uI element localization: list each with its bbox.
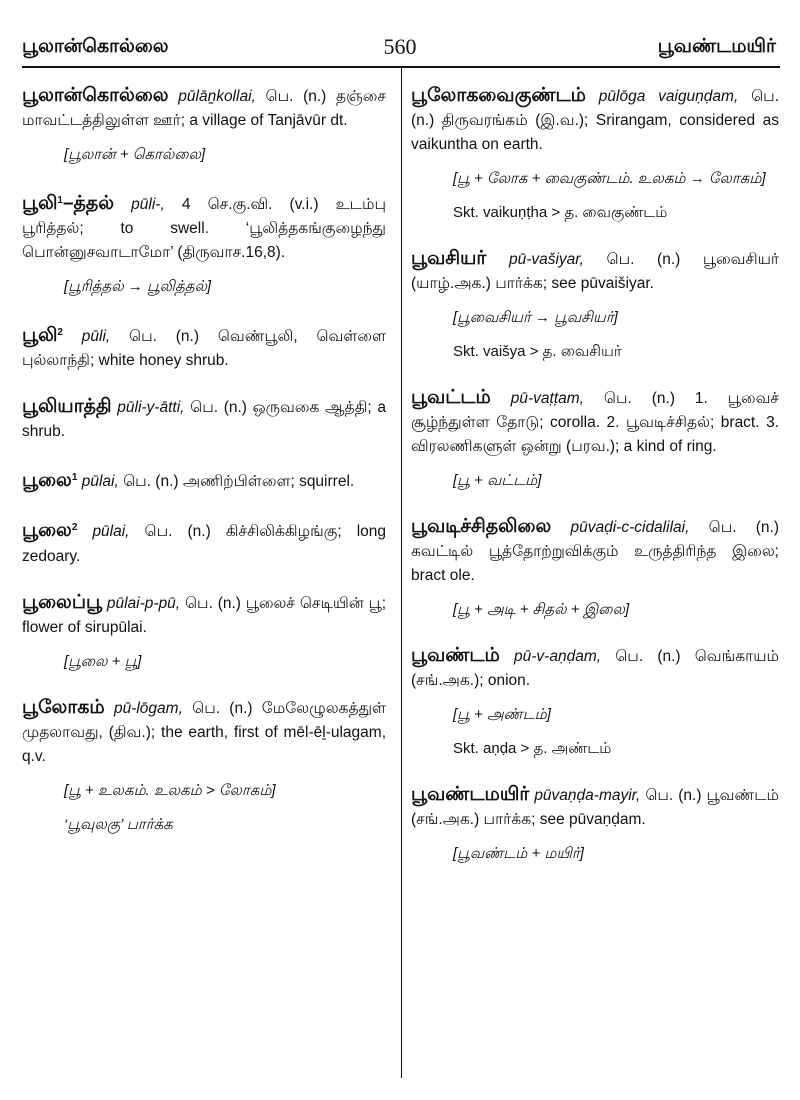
entry-transliteration: pū-vaṭṭam, (510, 390, 584, 407)
entry-definition: பெ. (n.) திருவரங்கம் (இ.வ.); Srirangam, considered as vaikuntha on earth. (411, 88, 779, 153)
entry-transliteration: pūli, (81, 328, 111, 346)
entry-headword: பூலியாத்தி (22, 396, 112, 418)
entry-headword: பூலி (22, 193, 58, 215)
entry-transliteration: pūli-y-ātti, (117, 399, 185, 417)
entry-transliteration: pū-vašiyar, (508, 251, 584, 268)
entry-headword: பூவசியர் (411, 248, 487, 269)
entry-body (22, 696, 386, 769)
entry-body (22, 395, 386, 444)
entry-sanskrit-origin: Skt. vaišya > த. வைசியர் (453, 343, 622, 360)
entry-transliteration: pūlōga vaiguṇḍam, (598, 88, 739, 105)
dictionary-entry (411, 386, 779, 493)
entry-definition: பெ. (n.) பூவண்டம் (சங்.அக.) பார்க்க; see pūvaṇḍam. (411, 787, 779, 828)
entry-headword: பூலி (22, 325, 58, 347)
entry-definition: 4 செ.கு.வி. (v.i.) உடம்பு பூரித்தல்; to swell. ‘பூலித்தகங்குழைந்து பொன்னுசவாடாமோ’ (திருவாச.16,8). (22, 196, 387, 262)
entry-definition: பெ. (n.) தஞ்சை மாவட்டத்திலுள்ள ஊர்; a village of Tanjāvūr dt. (22, 88, 386, 129)
dictionary-entry (22, 591, 386, 674)
entry-definition: பெ. (n.) அணிற்பிள்ளை; squirrel. (123, 473, 355, 491)
entry-transliteration: pūli-, (131, 196, 165, 214)
left-column (22, 84, 386, 859)
dictionary-entry (411, 644, 779, 761)
dictionary-entry (22, 321, 386, 373)
entry-headword: பூவண்டமயிர் (411, 784, 530, 805)
column-divider (401, 68, 402, 1078)
entry-etymology: [பூ + லோக + வைகுண்டம். உலகம் → லோகம்] (453, 170, 766, 187)
entry-transliteration: pūlāṉkollai, (178, 88, 256, 105)
entry-etymology: [பூ + உலகம். உலகம் > லோகம்] (64, 781, 276, 799)
entry-definition: பெ. (n.) பூவைசியர் (யாழ்.அக.) பார்க்க; see pūvaišiyar. (411, 251, 780, 292)
entry-transliteration: pū-v-aṇḍam, (514, 648, 602, 665)
entry-etymology: [பூ + அண்டம்] (453, 706, 551, 723)
entry-headword: பூவடிச்சிதலிலை (411, 516, 552, 537)
entry-headword: பூலைப்பூ (22, 591, 103, 613)
entry-etymology: [பூவண்டம் + மயிர்] (453, 845, 584, 862)
entry-sanskrit-origin: Skt. aṇḍa > த. அண்டம் (453, 740, 612, 757)
entry-etymology: [பூ + வட்டம்] (453, 472, 542, 489)
entry-body (411, 644, 779, 693)
homonym-number: 2 (71, 522, 78, 534)
entry-definition: பெ. (n.) மேலேழுலகத்துள் முதலாவது, (திவ.); the earth, first of mēl-ēḻ-ulagam, q.v. (22, 699, 386, 765)
page-header (0, 0, 800, 66)
dictionary-entry (411, 247, 779, 364)
entry-headword-suffix: –த்தல் (62, 193, 115, 215)
entry-etymology: [பூவைசியர் → பூவசியர்] (453, 309, 618, 326)
dictionary-entry (411, 515, 779, 622)
entry-etymology: [பூரித்தல் → பூலித்தல்] (64, 278, 212, 296)
entry-body (411, 247, 779, 296)
entry-body (22, 84, 386, 133)
entry-etymology: [பூ + அடி + சிதல் + இலை] (453, 601, 630, 618)
entry-transliteration: pūlai, (81, 473, 119, 491)
entry-body (411, 515, 779, 588)
dictionary-entry (411, 84, 779, 225)
page-number: 560 (383, 34, 417, 59)
entry-sanskrit-origin: Skt. vaikuṇṭha > த. வைகுண்டம் (453, 204, 668, 221)
right-column (411, 84, 779, 888)
dictionary-entry (22, 516, 386, 568)
entry-body (411, 783, 779, 832)
entry-headword: பூவட்டம் (411, 387, 491, 408)
entry-body (411, 386, 779, 459)
entry-etymology: [பூலான் + கொல்லை] (64, 146, 206, 163)
entry-transliteration: pūvaṇḍa-mayir, (534, 787, 641, 804)
entry-body (22, 321, 386, 373)
homonym-number: 2 (57, 327, 63, 339)
entry-headword: பூலான்கொல்லை (22, 85, 169, 106)
entry-definition: பெ. (n.) கிச்சிலிக்கிழங்கு; long zedoary. (22, 523, 386, 565)
dictionary-entry (22, 466, 386, 494)
dictionary-entry (411, 783, 779, 866)
entry-definition: பெ. (n.) 1. பூவைச் சூழ்ந்துள்ள தோடு; corolla. 2. பூவடிச்சிதல்; bract. 3. விரலணிகளுள் ஒன்று (பரவ.); a kind of ring. (411, 390, 779, 455)
homonym-number: 1 (71, 472, 78, 484)
entry-cross-reference: ‘பூவுலகு’ பார்க்க (64, 815, 173, 833)
entry-body (22, 466, 386, 494)
entry-transliteration: pū-lōgam, (113, 699, 183, 717)
entry-headword: பூலோகவைகுண்டம் (411, 85, 586, 106)
entry-etymology: [பூலை + பூ] (64, 652, 142, 670)
dictionary-entry (22, 189, 386, 299)
entry-headword: பூலை (22, 520, 72, 542)
entry-transliteration: pūlai-p-pū, (106, 594, 181, 612)
entry-definition: பெ. (n.) வெண்பூலி, வெள்ளை புல்லாந்தி; white honey shrub. (22, 328, 386, 370)
header-right-guideword: பூவண்டமயிர் (657, 36, 776, 57)
dictionary-entry (22, 696, 386, 837)
entry-body (22, 516, 386, 568)
entry-definition: பெ. (n.) ஒருவகை ஆத்தி; a shrub. (22, 399, 387, 441)
entry-body (22, 591, 386, 640)
entry-headword: பூவண்டம் (411, 645, 500, 666)
entry-definition: பெ. (n.) வெங்காயம் (சங்.அக.); onion. (411, 648, 779, 689)
dictionary-entry (22, 84, 386, 167)
entry-definition: பெ. (n.) பூலைச் செடியின் பூ; flower of sirupūlai. (22, 594, 387, 636)
entry-headword: பூலை (22, 470, 72, 492)
entry-transliteration: pūvaḍi-c-cidalilai, (570, 519, 690, 536)
homonym-number: 1 (57, 195, 63, 206)
entry-body (411, 84, 779, 157)
header-left-guideword: பூலான்கொல்லை (22, 36, 169, 57)
entry-headword: பூலோகம் (22, 696, 105, 718)
entry-body (22, 189, 386, 265)
entry-transliteration: pūlai, (92, 523, 130, 541)
dictionary-entry (22, 395, 386, 444)
entry-definition: பெ. (n.) கவட்டில் பூத்தோற்றுவிக்கும் உருத்திரிந்த இலை; bract ole. (411, 519, 780, 584)
